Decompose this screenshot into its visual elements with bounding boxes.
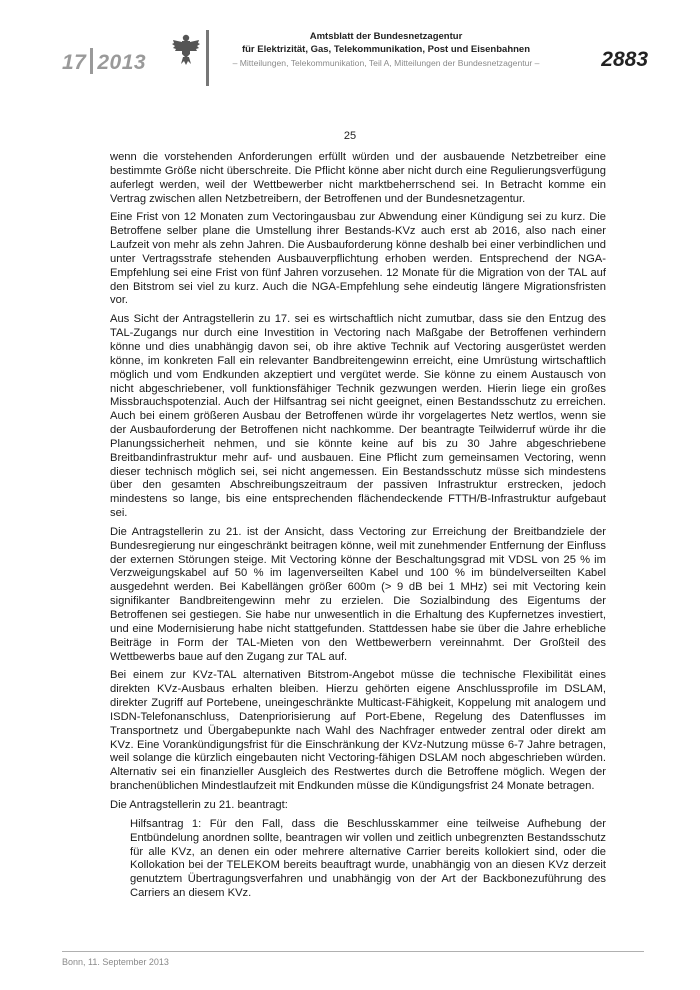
issue-year: 2013 <box>97 51 147 74</box>
journal-title-line2: für Elektrizität, Gas, Telekommunikation, Post und Eisenbahnen <box>241 43 531 55</box>
paragraph: Aus Sicht der Antragstellerin zu 17. sei es wirtschaftlich nicht zumutbar, dass sie den Entzug des TAL-Zugangs nur durch eine Investition in Vectoring nach Maßgabe der Betroffenen verhindern könne und dies unabhängig davon sei, ob ihre aktive Technik auf Vectoring ausgerüstet werden könne, im konkreten Fall ein relevanter Bandbreitengewinn erreicht, eine Umrüstung wirtschaftlich möglich und vom Endkunden akzeptiert und vergütet werde. Sie könne zu einem Austausch von nicht abgeschriebener, voll funktionsfähiger Technik gezwungen werden. Hierin liege ein großes Missbrauchspotenzial. Auch der Hilfsantrag sei nicht geeignet, einen Bestandsschutz zu erreichen. Auch bei einem größeren Ausbau der Betroffenen würde ihr vorgelagertes Netz wertlos, wenn sie der Ausbauforderung der Betroffenen nicht nachkomme. Der beantragte Teilwiderruf würde ihr die Planungssicherheit nehmen, und sie könnte keine auf bis zu 30 Jahre abgeschriebene Breitbandinfrastruktur mehr auf- und ausbauen. Eine Pflicht zum gemeinsamen Vectoring, wenn dieser technisch möglich sei, sei nicht angemessen. Ein Bestandsschutz müsse sich mindestens über den gesamten Abschreibungszeitraum der passiven Infrastruktur erstrecken, jedoch mindestens so lange, bis eine entsprechenden flächendeckende FTTH/B-Infrastruktur aufgebaut sei. <box>110 313 606 520</box>
federal-eagle-icon <box>171 32 201 66</box>
issue-label <box>62 48 146 75</box>
column-number: 25 <box>343 130 357 142</box>
journal-title-line1: Amtsblatt der Bundesnetzagentur <box>309 31 463 42</box>
paragraph: Bei einem zur KVz-TAL alternativen Bitstrom-Angebot müsse die technische Flexibilität eines direkten KVz-Ausbaus erhalten bleiben. Hierzu gehörten eigene Anschlussprofile im DSLAM, direkter Zugriff auf Portebene, uneingeschränkte Multicast-Fähigkeit, Koppelung mit analogem und ISDN-Telefonanschluss, Datenpriorisierung auf Port-Ebene, Regelung des Datenflusses im Transportnetz und Übergabepunkte nach Wahl des Nachfrager entweder zentral oder direkt am KVz. Eine Vorankündigungsfrist für die Einschränkung der KVz-Nutzung müsse 6-7 Jahre betragen, weil solange die kürzlich eingebauten nicht Vectoring-fähigen DSLAM noch abgeschrieben würden. Alternativ sei ein finanzieller Ausgleich des Restwertes durch die Betroffene möglich. Wegen der branchenüblichen Mindestlaufzeit mit Endkunden müsse die Kündigungsfrist 24 Monate betragen. <box>110 669 606 793</box>
footer-date: Bonn, 11. September 2013 <box>62 957 169 967</box>
issue-number: 17 <box>62 51 87 74</box>
page-number: 2883 <box>601 48 648 71</box>
page-header <box>0 0 700 90</box>
document-body <box>110 151 606 906</box>
paragraph: wenn die vorstehenden Anforderungen erfüllt würden und der ausbauende Netzbetreiber eine bestimmte Größe nicht überschreite. Die Pflicht könne aber nicht durch eine Regulierungsverfügung auferlegt werden, weil der Wettbewerber nicht marktbeherrschend sei. In Betracht komme ein Vertrag zwischen allen Netzbetreibern, der Betroffenen und der Bundesnetzagentur. <box>110 151 606 205</box>
indented-paragraph: Hilfsantrag 1: Für den Fall, dass die Beschlusskammer eine teilweise Aufhebung der Entbündelung anordnen sollte, beantragen wir vollen und zeitlich unbegrenzten Bestandsschutz für alle KVz, an denen ein oder mehrere alternative Carrier bereits kollokiert sind, oder die Kollokation bei der TELEKOM bereits beauftragt wurde, unabhängig von an diesen KVz derzeit genutztem Übertragungsverfahren und unabhängig von der Art der Backbonezuführung des Carriers an diesem KVz. <box>130 817 606 900</box>
header-divider <box>206 30 209 86</box>
paragraph: Die Antragstellerin zu 21. ist der Ansicht, dass Vectoring zur Erreichung der Breitbandziele der Bundesregierung nur eingeschränkt beitragen könne, weil mit zunehmender Entfernung der Einfluss der externen Störungen steige. Mit Vectoring könne der Beschaltungsgrad mit VDSL von 25 % im Verzweigungskabel auf 50 % im lagenverseilten Kabel und 100 % im bündelverseilten Kabel ausgedehnt werden. Bei Kabellängen größer 600m (> 9 dB bei 1 MHz) sei mit Vectoring kein signifikanter Bandbreitengewinn mehr zu erzielen. Die Sozialbindung des Eigentums der Betroffenen sei gestiegen. Sie habe nur unwesentlich in die Erhaltung des Kupfernetzes investiert, und eine Modernisierung habe nicht stattgefunden. Stattdessen habe sie über die Jahre erhebliche Beiträge in Form der TAL-Mieten von den Wettbewerbern vereinnahmt. Der Großteil des Wettbewerbs baue auf den Zugang zur TAL auf. <box>110 525 606 663</box>
issue-separator <box>90 48 93 74</box>
journal-subtitle: – Mitteilungen, Telekommunikation, Teil A, Mitteilungen der Bundesnetzagentur – <box>232 58 540 68</box>
footer-divider <box>62 951 644 952</box>
paragraph: Eine Frist von 12 Monaten zum Vectoringausbau zur Abwendung einer Kündigung sei zu kurz. Die Betroffene selber plane die Umstellung ihrer Bestands-KVz auch erst ab 2016, also nach einer Laufzeit von mehr als zehn Jahren. Die Ausbauforderung könne deshalb bei einer verbindlichen und unter Vertragsstrafe stehenden Ausbauverpflichtung erhoben werden. Entsprechend der NGA-Empfehlung sei eine Frist von fünf Jahren vorzusehen. 12 Monate für die Migration von der TAL auf den Bitstrom sei viel zu kurz. Auch die NGA-Empfehlung sehe eindeutig längere Migrationsfristen vor. <box>110 211 606 307</box>
paragraph: Die Antragstellerin zu 21. beantragt: <box>110 798 288 811</box>
journal-title <box>218 31 554 56</box>
